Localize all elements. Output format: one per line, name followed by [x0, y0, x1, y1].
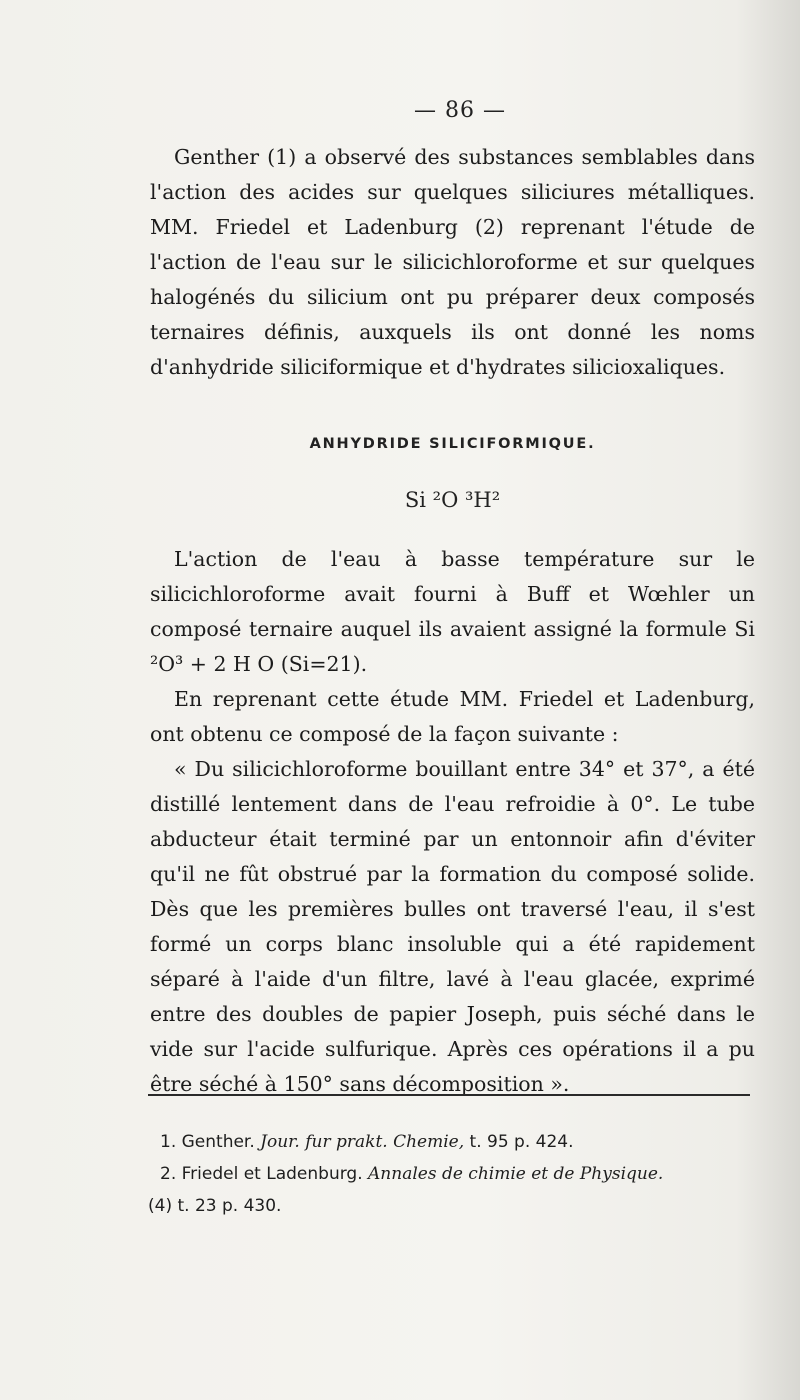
- paragraph-friedel-ladenburg: En reprenant cette étude MM. Friedel et Ladenburg, ont obtenu ce composé de la façon suivante :: [150, 687, 755, 746]
- footnote-1-prefix: 1. Genther.: [160, 1132, 261, 1152]
- paragraph-buff-woehler: L'action de l'eau à basse température sur le silicichloroforme avait fourni à Buff et Wœhler un composé ternaire auquel ils avaient assigné la formule Si ²O³ + 2 H O (Si=21).: [150, 547, 755, 676]
- footnote-2-prefix: 2. Friedel et Ladenburg.: [160, 1164, 369, 1184]
- footnote-1: [160, 1126, 756, 1158]
- paragraph-quotation: « Du silicichloroforme bouillant entre 34° et 37°, a été distillé lentement dans de l'eau refroidie à 0°. Le tube abducteur était terminé par un entonnoir afin d'éviter qu'il ne fût obstrué par la formation du composé solide. Dès que les premières bulles ont traversé l'eau, il s'est formé un corps blanc insoluble qui a été rapidement séparé à l'aide d'un filtre, lavé à l'eau glacée, exprimé entre des doubles de papier Joseph, puis séché dans le vide sur l'acide sulfurique. Après ces opérations il a pu être séché à 150° sans décomposition ».: [150, 757, 755, 1096]
- intro-paragraph-text: Genther (1) a observé des substances semblables dans l'action des acides sur quelques siliciures métalliques. MM. Friedel et Ladenburg (2) reprenant l'étude de l'action de l'eau sur le silicichloroforme et sur quelques halogénés du silicium ont pu préparer deux composés ternaires définis, auxquels ils ont donné les noms d'anhydride siliciformique et d'hydrates silicioxaliques.: [150, 145, 755, 379]
- footnote-2: [160, 1158, 756, 1190]
- footnotes: [148, 1126, 756, 1222]
- chemical-formula: Si ²O ³H²: [404, 488, 501, 512]
- footnote-1-ref: t. 95 p. 424.: [464, 1132, 574, 1152]
- intro-paragraph: [150, 140, 755, 385]
- footnote-2-continued: (4) t. 23 p. 430.: [148, 1196, 282, 1216]
- section-body: [150, 542, 755, 1102]
- footnote-2-journal: Annales de chimie et de Physique.: [368, 1164, 664, 1184]
- page-number: — 86 —: [414, 98, 506, 123]
- footnote-divider: [148, 1094, 750, 1096]
- section-heading: ANHYDRIDE SILICIFORMIQUE.: [309, 436, 596, 452]
- footnote-1-journal: Jour. fur prakt. Chemie,: [260, 1132, 465, 1152]
